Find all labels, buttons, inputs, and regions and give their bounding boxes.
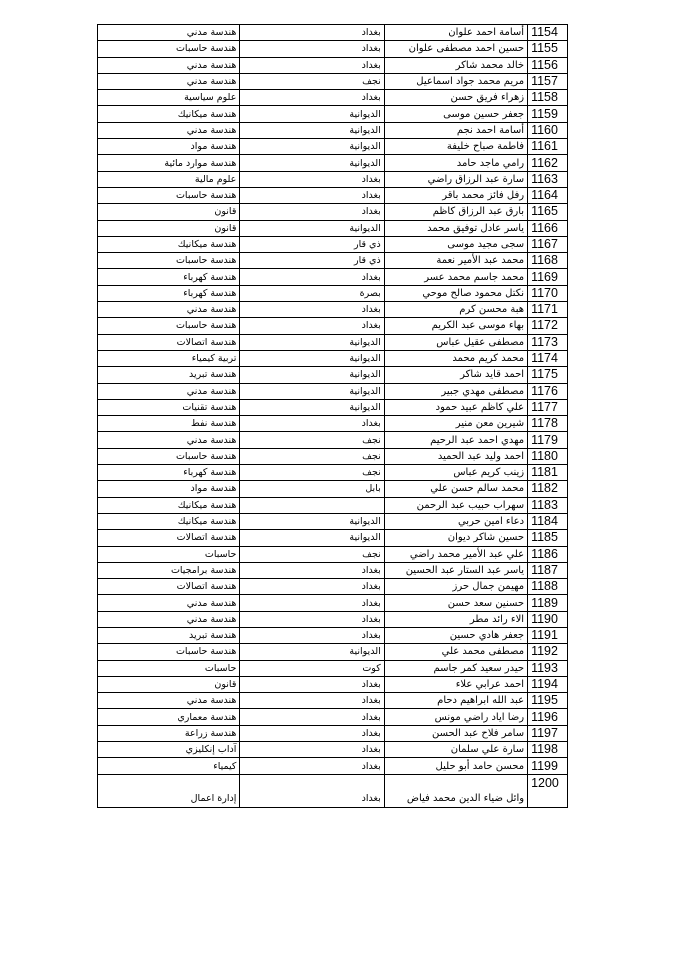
department-cell: هندسة اتصالات [98, 334, 240, 350]
city-cell: بغداد [240, 204, 384, 220]
table-row [98, 709, 568, 725]
person-name-cell: رفل فائز محمد باقر [384, 187, 527, 203]
table-row [98, 350, 568, 366]
table-row [98, 106, 568, 122]
city-cell: نجف [240, 73, 384, 89]
table-row [98, 139, 568, 155]
table-row [98, 611, 568, 627]
city-cell: بغداد [240, 416, 384, 432]
city-cell: بغداد [240, 627, 384, 643]
row-number-cell: 1184 [528, 513, 568, 529]
row-number-cell: 1164 [528, 187, 568, 203]
department-cell: كيمياء [98, 758, 240, 774]
department-cell: حاسبات [98, 546, 240, 562]
table-row [98, 546, 568, 562]
person-name-cell: علي عبد الأمير محمد راضي [384, 546, 527, 562]
table-row [98, 742, 568, 758]
table-row [98, 220, 568, 236]
row-number-cell: 1186 [528, 546, 568, 562]
person-name-cell: سامر فلاح عبد الحسن [384, 725, 527, 741]
department-cell: هندسة حاسبات [98, 318, 240, 334]
person-name-cell: الاء رائد مطر [384, 611, 527, 627]
city-cell: نجف [240, 546, 384, 562]
row-number-cell: 1156 [528, 57, 568, 73]
table-row [98, 660, 568, 676]
table-row [98, 758, 568, 774]
row-number-cell: 1188 [528, 579, 568, 595]
row-number-cell: 1158 [528, 90, 568, 106]
row-number-cell: 1199 [528, 758, 568, 774]
department-cell: هندسة كهرباء [98, 285, 240, 301]
person-name-cell: نكتل محمود صالح موحي [384, 285, 527, 301]
row-number-cell: 1171 [528, 302, 568, 318]
table-row [98, 187, 568, 203]
department-cell: هندسة تبريد [98, 367, 240, 383]
city-cell: كوت [240, 660, 384, 676]
city-cell: نجف [240, 432, 384, 448]
city-cell: بغداد [240, 774, 384, 807]
row-number-cell: 1169 [528, 269, 568, 285]
row-number-cell: 1176 [528, 383, 568, 399]
row-number-cell: 1160 [528, 122, 568, 138]
department-cell: هندسة برامجيات [98, 562, 240, 578]
department-cell: هندسة ميكانيك [98, 106, 240, 122]
row-number-cell: 1192 [528, 644, 568, 660]
row-number-cell: 1181 [528, 465, 568, 481]
row-number-cell: 1165 [528, 204, 568, 220]
row-number-cell: 1194 [528, 676, 568, 692]
department-cell: هندسة مدني [98, 611, 240, 627]
row-number-cell: 1155 [528, 41, 568, 57]
department-cell: قانون [98, 204, 240, 220]
person-name-cell: سهراب حبيب عبد الرحمن [384, 497, 527, 513]
row-number-cell: 1191 [528, 627, 568, 643]
person-name-cell: مهيمن جمال حرز [384, 579, 527, 595]
city-cell: بغداد [240, 57, 384, 73]
city-cell: بغداد [240, 25, 384, 41]
row-number-cell: 1168 [528, 253, 568, 269]
person-name-cell: رضا اياد راضي مونس [384, 709, 527, 725]
table-row [98, 122, 568, 138]
person-name-cell: حسين احمد مصطفى علوان [384, 41, 527, 57]
person-name-cell: احمد عرابي علاء [384, 676, 527, 692]
person-name-cell: وائل ضياء الدين محمد فياض [384, 774, 527, 807]
department-cell: هندسة حاسبات [98, 644, 240, 660]
department-cell: هندسة مدني [98, 73, 240, 89]
row-number-cell: 1167 [528, 236, 568, 252]
table-row [98, 57, 568, 73]
table-row [98, 73, 568, 89]
person-name-cell: خالد محمد شاكر [384, 57, 527, 73]
person-name-cell: حيدر سعيد كمر جاسم [384, 660, 527, 676]
person-name-cell: بهاء موسى عبد الكريم [384, 318, 527, 334]
table-row [98, 530, 568, 546]
department-cell: إدارة اعمال [98, 774, 240, 807]
department-cell: هندسة اتصالات [98, 530, 240, 546]
department-cell: علوم مالية [98, 171, 240, 187]
person-name-cell: محمد سالم حسن علي [384, 481, 527, 497]
row-number-cell: 1185 [528, 530, 568, 546]
department-cell: آداب إنكليزي [98, 742, 240, 758]
table-row [98, 236, 568, 252]
department-cell: هندسة زراعة [98, 725, 240, 741]
department-cell: هندسة مدني [98, 302, 240, 318]
row-number-cell: 1190 [528, 611, 568, 627]
city-cell: الديوانية [240, 139, 384, 155]
department-cell: هندسة مدني [98, 383, 240, 399]
table-row [98, 383, 568, 399]
city-cell: بغداد [240, 709, 384, 725]
table-row [98, 334, 568, 350]
person-name-cell: مصطفى مهدي جبير [384, 383, 527, 399]
city-cell: بصرة [240, 285, 384, 301]
table-row [98, 676, 568, 692]
person-name-cell: جعفر هادي حسين [384, 627, 527, 643]
table-row [98, 416, 568, 432]
department-cell: هندسة مدني [98, 57, 240, 73]
department-cell: هندسة حاسبات [98, 448, 240, 464]
city-cell: الديوانية [240, 530, 384, 546]
city-cell: بغداد [240, 611, 384, 627]
department-cell: هندسة مدني [98, 595, 240, 611]
person-name-cell: زهراء فريق حسن [384, 90, 527, 106]
row-number-cell: 1189 [528, 595, 568, 611]
city-cell: بغداد [240, 318, 384, 334]
city-cell: بغداد [240, 187, 384, 203]
department-cell: هندسة موارد مائية [98, 155, 240, 171]
table-row [98, 465, 568, 481]
department-cell: هندسة مدني [98, 122, 240, 138]
table-row [98, 399, 568, 415]
person-name-cell: هبة محسن كرم [384, 302, 527, 318]
person-name-cell: رامي ماجد حامد [384, 155, 527, 171]
person-name-cell: مريم محمد جواد اسماعيل [384, 73, 527, 89]
person-name-cell: فاطمة صباح خليفة [384, 139, 527, 155]
department-cell: هندسة حاسبات [98, 253, 240, 269]
person-name-cell: جعفر حسين موسى [384, 106, 527, 122]
city-cell: نجف [240, 448, 384, 464]
row-number-cell: 1195 [528, 693, 568, 709]
city-cell: بغداد [240, 562, 384, 578]
department-cell: تربية كيمياء [98, 350, 240, 366]
department-cell: هندسة حاسبات [98, 41, 240, 57]
department-cell: هندسة ميكانيك [98, 513, 240, 529]
row-number-cell: 1198 [528, 742, 568, 758]
row-number-cell: 1196 [528, 709, 568, 725]
city-cell: ذي قار [240, 236, 384, 252]
row-number-cell: 1177 [528, 399, 568, 415]
department-cell: قانون [98, 220, 240, 236]
person-name-cell: محمد عبد الأمير نعمة [384, 253, 527, 269]
person-name-cell: عبد الله ابراهيم دحام [384, 693, 527, 709]
table-row [98, 481, 568, 497]
city-cell: بغداد [240, 171, 384, 187]
person-name-cell: أسامة احمد نجم [384, 122, 527, 138]
city-cell: الديوانية [240, 367, 384, 383]
person-name-cell: ياسر عبد الستار عبد الحسين [384, 562, 527, 578]
person-name-cell: محمد كريم محمد [384, 350, 527, 366]
table-row [98, 253, 568, 269]
city-cell: الديوانية [240, 399, 384, 415]
table-row [98, 513, 568, 529]
row-number-cell: 1193 [528, 660, 568, 676]
row-number-cell: 1183 [528, 497, 568, 513]
department-cell: هندسة اتصالات [98, 579, 240, 595]
row-number-cell: 1154 [528, 25, 568, 41]
students-table [97, 24, 568, 808]
table-row [98, 204, 568, 220]
department-cell: هندسة تبريد [98, 627, 240, 643]
department-cell: هندسة نفط [98, 416, 240, 432]
person-name-cell: مصطفى عقيل عباس [384, 334, 527, 350]
table-row [98, 448, 568, 464]
row-number-cell: 1172 [528, 318, 568, 334]
city-cell: الديوانية [240, 220, 384, 236]
department-cell: هندسة ميكانيك [98, 497, 240, 513]
table-row [98, 579, 568, 595]
person-name-cell: سارة علي سلمان [384, 742, 527, 758]
row-number-cell: 1170 [528, 285, 568, 301]
table-row [98, 302, 568, 318]
city-cell: نجف [240, 465, 384, 481]
table-body [98, 25, 568, 808]
table-row [98, 318, 568, 334]
department-cell: هندسة مدني [98, 432, 240, 448]
person-name-cell: شيرين معن منير [384, 416, 527, 432]
department-cell: هندسة مدني [98, 25, 240, 41]
row-number-cell: 1182 [528, 481, 568, 497]
table-row [98, 497, 568, 513]
table-row [98, 155, 568, 171]
department-cell: هندسة مدني [98, 693, 240, 709]
department-cell: علوم سياسية [98, 90, 240, 106]
city-cell: بغداد [240, 758, 384, 774]
department-cell: هندسة كهرباء [98, 269, 240, 285]
row-number-cell: 1175 [528, 367, 568, 383]
row-number-cell: 1174 [528, 350, 568, 366]
table-row [98, 90, 568, 106]
city-cell: بغداد [240, 90, 384, 106]
row-number-cell: 1187 [528, 562, 568, 578]
department-cell: هندسة مواد [98, 481, 240, 497]
city-cell: بغداد [240, 742, 384, 758]
table-row [98, 595, 568, 611]
table-row [98, 644, 568, 660]
table-row [98, 41, 568, 57]
city-cell: بغداد [240, 579, 384, 595]
city-cell: بغداد [240, 269, 384, 285]
department-cell: حاسبات [98, 660, 240, 676]
person-name-cell: زينب كريم عباس [384, 465, 527, 481]
person-name-cell: مهدي احمد عبد الرحيم [384, 432, 527, 448]
person-name-cell: دعاء امين حربي [384, 513, 527, 529]
table-row [98, 562, 568, 578]
city-cell: الديوانية [240, 155, 384, 171]
table-row [98, 25, 568, 41]
city-cell: الديوانية [240, 350, 384, 366]
row-number-cell: 1178 [528, 416, 568, 432]
city-cell: بابل [240, 481, 384, 497]
department-cell: هندسة معماري [98, 709, 240, 725]
row-number-cell: 1179 [528, 432, 568, 448]
table-row [98, 285, 568, 301]
city-cell: الديوانية [240, 334, 384, 350]
city-cell: بغداد [240, 41, 384, 57]
person-name-cell: محمد جاسم محمد عسر [384, 269, 527, 285]
person-name-cell: احمد وليد عبد الحميد [384, 448, 527, 464]
city-cell [240, 497, 384, 513]
department-cell: هندسة ميكانيك [98, 236, 240, 252]
city-cell: الديوانية [240, 513, 384, 529]
table-row [98, 627, 568, 643]
department-cell: هندسة حاسبات [98, 187, 240, 203]
city-cell: ذي قار [240, 253, 384, 269]
row-number-cell: 1161 [528, 139, 568, 155]
department-cell: هندسة تقنيات [98, 399, 240, 415]
row-number-cell: 1157 [528, 73, 568, 89]
person-name-cell: سارة عبد الرزاق راضي [384, 171, 527, 187]
person-name-cell: أسامة احمد علوان [384, 25, 527, 41]
row-number-cell: 1159 [528, 106, 568, 122]
city-cell: الديوانية [240, 122, 384, 138]
city-cell: بغداد [240, 302, 384, 318]
city-cell: بغداد [240, 676, 384, 692]
city-cell: بغداد [240, 595, 384, 611]
table-row [98, 774, 568, 807]
city-cell: بغداد [240, 693, 384, 709]
person-name-cell: حسين شاكر ديوان [384, 530, 527, 546]
person-name-cell: علي كاظم عبيد حمود [384, 399, 527, 415]
row-number-cell: 1200 [528, 774, 568, 807]
city-cell: بغداد [240, 725, 384, 741]
person-name-cell: مصطفى محمد علي [384, 644, 527, 660]
city-cell: الديوانية [240, 644, 384, 660]
person-name-cell: ياسر عادل توفيق محمد [384, 220, 527, 236]
person-name-cell: حسنين سعد حسن [384, 595, 527, 611]
table-row [98, 693, 568, 709]
row-number-cell: 1166 [528, 220, 568, 236]
city-cell: الديوانية [240, 383, 384, 399]
table-row [98, 367, 568, 383]
person-name-cell: محسن حامد أبو حليل [384, 758, 527, 774]
table-row [98, 725, 568, 741]
department-cell: هندسة كهرباء [98, 465, 240, 481]
row-number-cell: 1180 [528, 448, 568, 464]
department-cell: هندسة مواد [98, 139, 240, 155]
table-row [98, 269, 568, 285]
person-name-cell: سجى مجيد موسى [384, 236, 527, 252]
department-cell: قانون [98, 676, 240, 692]
row-number-cell: 1197 [528, 725, 568, 741]
row-number-cell: 1173 [528, 334, 568, 350]
row-number-cell: 1163 [528, 171, 568, 187]
person-name-cell: احمد قايد شاكر [384, 367, 527, 383]
row-number-cell: 1162 [528, 155, 568, 171]
table-row [98, 432, 568, 448]
city-cell: الديوانية [240, 106, 384, 122]
table-row [98, 171, 568, 187]
person-name-cell: بارق عبد الرزاق كاظم [384, 204, 527, 220]
